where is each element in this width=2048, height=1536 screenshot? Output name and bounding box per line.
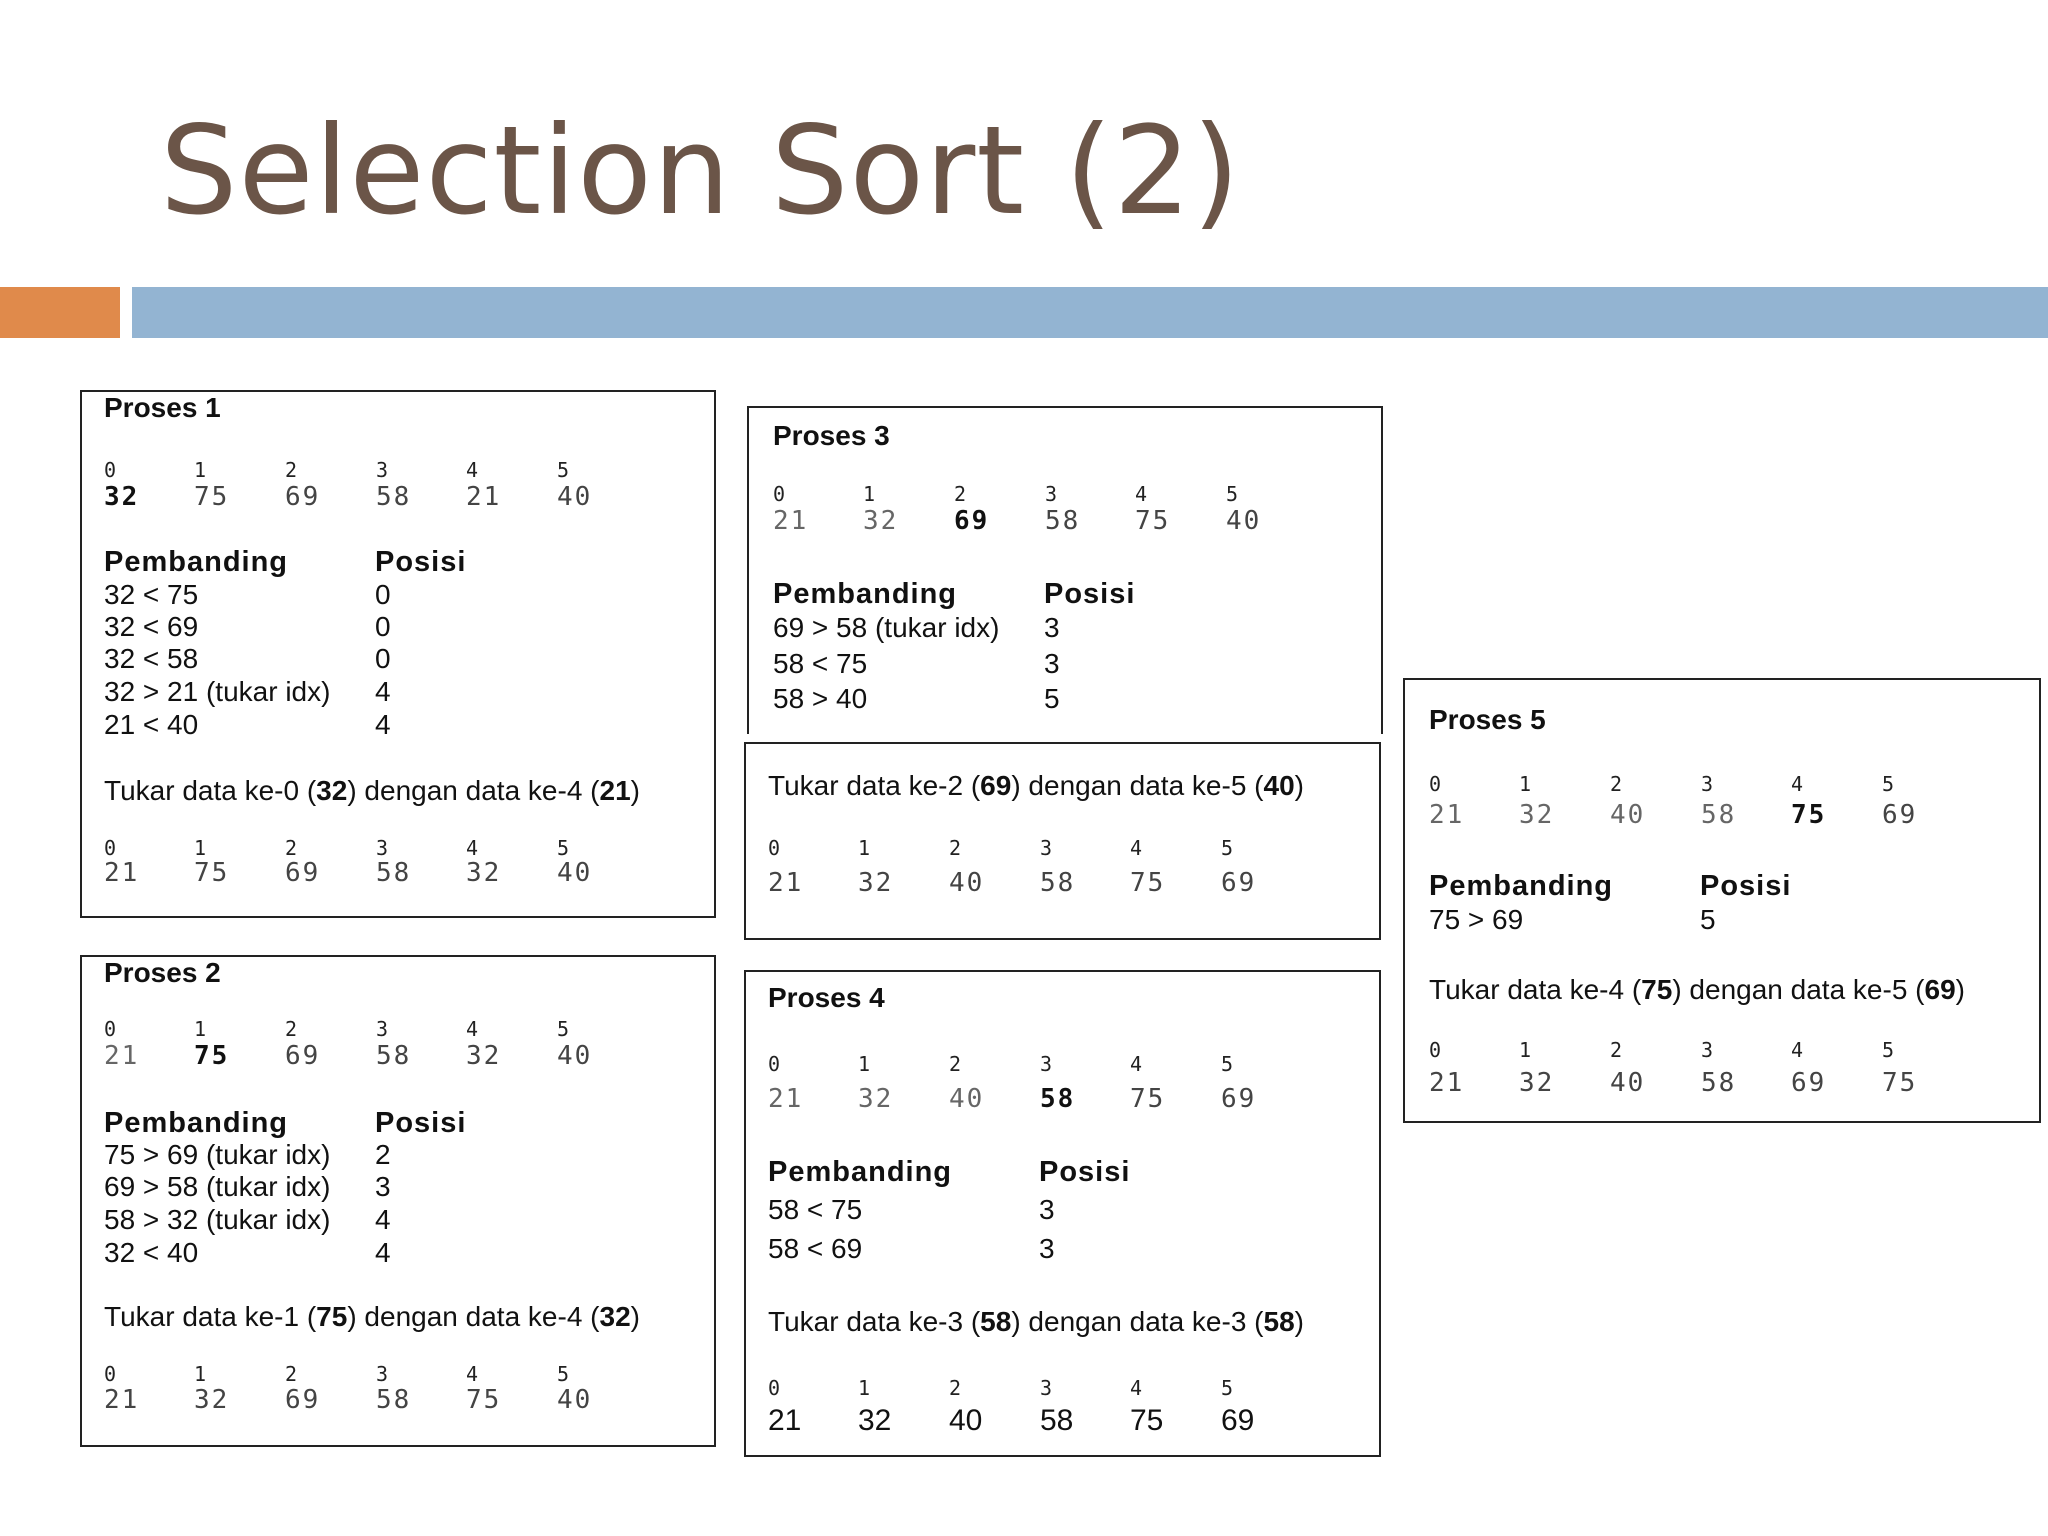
array-cell: 69 <box>1221 1404 1255 1437</box>
index-cell: 0 <box>1429 772 1442 796</box>
swap-description: Tukar data ke-1 (75) dengan data ke-4 (32) <box>104 1301 640 1332</box>
array-cell: 75 <box>1135 506 1171 536</box>
array-cell: 40 <box>1610 1068 1646 1098</box>
index-cell: 0 <box>773 482 786 506</box>
array-cell: 69 <box>1221 1084 1257 1114</box>
index-cell: 2 <box>285 1362 298 1386</box>
index-cell: 4 <box>466 1017 479 1041</box>
array-cell: 58 <box>1045 506 1081 536</box>
comparison: 75 > 69 (tukar idx) <box>104 1139 331 1170</box>
comparison: 58 < 69 <box>768 1233 863 1264</box>
array-cell: 58 <box>1040 1404 1074 1437</box>
index-cell: 2 <box>285 836 298 860</box>
array-cell: 75 <box>1882 1068 1918 1098</box>
array-cell: 32 <box>466 1041 502 1071</box>
index-cell: 2 <box>1610 1038 1623 1062</box>
slide-title: Selection Sort (2) <box>160 100 1241 242</box>
position: 5 <box>1700 904 1716 935</box>
posisi-header: Posisi <box>1700 870 1792 902</box>
position: 4 <box>375 1204 391 1235</box>
array-cell: 21 <box>1429 800 1465 830</box>
position: 0 <box>375 611 391 642</box>
array-cell: 58 <box>376 858 412 888</box>
swap-description: Tukar data ke-2 (69) dengan data ke-5 (40) <box>768 770 1304 801</box>
index-cell: 0 <box>104 458 117 482</box>
array-cell: 32 <box>863 506 899 536</box>
array-cell: 58 <box>376 1041 412 1071</box>
index-cell: 3 <box>1040 836 1053 860</box>
index-cell: 1 <box>194 458 207 482</box>
index-cell: 2 <box>949 836 962 860</box>
array-cell: 58 <box>1040 1084 1076 1114</box>
panel-title: Proses 4 <box>768 982 885 1013</box>
panel-proses-4 <box>744 970 1381 1457</box>
comparison: 58 < 75 <box>773 648 868 679</box>
index-cell: 2 <box>1610 772 1623 796</box>
index-cell: 5 <box>557 1362 570 1386</box>
array-cell: 58 <box>376 1385 412 1415</box>
array-cell: 58 <box>376 482 412 512</box>
panel-proses-3 <box>747 406 1383 734</box>
array-cell: 69 <box>1882 800 1918 830</box>
position: 0 <box>375 579 391 610</box>
posisi-header: Posisi <box>375 546 467 578</box>
index-cell: 3 <box>1701 772 1714 796</box>
index-cell: 1 <box>858 836 871 860</box>
comparison: 69 > 58 (tukar idx) <box>104 1171 331 1202</box>
index-cell: 5 <box>1882 772 1895 796</box>
panel-proses-1 <box>80 390 716 918</box>
index-cell: 2 <box>949 1052 962 1076</box>
array-cell: 40 <box>949 868 985 898</box>
pembanding-header: Pembanding <box>773 578 958 610</box>
array-cell: 40 <box>557 1385 593 1415</box>
panel-title: Proses 2 <box>104 957 221 988</box>
array-cell: 40 <box>557 482 593 512</box>
index-cell: 3 <box>376 836 389 860</box>
array-cell: 58 <box>1701 1068 1737 1098</box>
panel-proses-3-result <box>744 742 1381 940</box>
comparison: 32 < 75 <box>104 579 199 610</box>
index-cell: 3 <box>1701 1038 1714 1062</box>
index-cell: 1 <box>858 1052 871 1076</box>
array-cell: 75 <box>1130 1404 1164 1437</box>
array-cell: 58 <box>1701 800 1737 830</box>
swap-description: Tukar data ke-4 (75) dengan data ke-5 (69) <box>1429 974 1965 1005</box>
panel-proses-2 <box>80 955 716 1447</box>
index-cell: 0 <box>768 836 781 860</box>
array-cell: 32 <box>858 868 894 898</box>
pembanding-header: Pembanding <box>768 1156 953 1188</box>
array-cell: 32 <box>194 1385 230 1415</box>
array-cell: 21 <box>104 1041 140 1071</box>
index-cell: 2 <box>285 1017 298 1041</box>
array-cell: 21 <box>773 506 809 536</box>
array-cell: 75 <box>194 858 230 888</box>
array-cell: 58 <box>1040 868 1076 898</box>
array-cell: 75 <box>1130 1084 1166 1114</box>
index-cell: 3 <box>1040 1376 1053 1400</box>
array-cell: 21 <box>466 482 502 512</box>
array-cell: 75 <box>194 1041 230 1071</box>
index-cell: 3 <box>376 1362 389 1386</box>
position: 5 <box>1044 683 1060 714</box>
index-cell: 4 <box>1791 772 1804 796</box>
index-cell: 1 <box>1519 1038 1532 1062</box>
array-cell: 21 <box>1429 1068 1465 1098</box>
index-cell: 3 <box>1040 1052 1053 1076</box>
position: 4 <box>375 1237 391 1268</box>
comparison: 32 < 58 <box>104 643 199 674</box>
array-cell: 69 <box>285 482 321 512</box>
index-cell: 1 <box>194 836 207 860</box>
index-cell: 5 <box>1221 1052 1234 1076</box>
comparison: 69 > 58 (tukar idx) <box>773 612 1000 643</box>
index-cell: 3 <box>1045 482 1058 506</box>
index-cell: 5 <box>557 458 570 482</box>
array-cell: 69 <box>1791 1068 1827 1098</box>
index-cell: 4 <box>466 836 479 860</box>
comparison: 32 < 40 <box>104 1237 199 1268</box>
index-cell: 1 <box>1519 772 1532 796</box>
index-cell: 5 <box>557 1017 570 1041</box>
index-cell: 5 <box>1882 1038 1895 1062</box>
comparison: 32 > 21 (tukar idx) <box>104 676 331 707</box>
index-cell: 1 <box>863 482 876 506</box>
position: 2 <box>375 1139 391 1170</box>
index-cell: 4 <box>1130 1376 1143 1400</box>
index-cell: 3 <box>376 1017 389 1041</box>
position: 0 <box>375 643 391 674</box>
comparison: 32 < 69 <box>104 611 199 642</box>
index-cell: 0 <box>768 1052 781 1076</box>
array-cell: 40 <box>1226 506 1262 536</box>
index-cell: 4 <box>1130 1052 1143 1076</box>
posisi-header: Posisi <box>375 1107 467 1139</box>
index-cell: 1 <box>858 1376 871 1400</box>
comparison: 58 < 75 <box>768 1194 863 1225</box>
panel-proses-5 <box>1403 678 2041 1123</box>
position: 3 <box>1044 648 1060 679</box>
array-cell: 32 <box>858 1084 894 1114</box>
index-cell: 0 <box>104 836 117 860</box>
array-cell: 32 <box>104 482 140 512</box>
index-cell: 4 <box>466 1362 479 1386</box>
array-cell: 32 <box>466 858 502 888</box>
index-cell: 2 <box>949 1376 962 1400</box>
array-cell: 40 <box>949 1404 983 1437</box>
pembanding-header: Pembanding <box>104 546 289 578</box>
array-cell: 32 <box>1519 800 1555 830</box>
index-cell: 4 <box>466 458 479 482</box>
index-cell: 5 <box>557 836 570 860</box>
posisi-header: Posisi <box>1044 578 1136 610</box>
comparison: 21 < 40 <box>104 709 199 740</box>
array-cell: 40 <box>949 1084 985 1114</box>
array-cell: 32 <box>1519 1068 1555 1098</box>
position: 3 <box>1039 1194 1055 1225</box>
array-cell: 69 <box>285 1385 321 1415</box>
swap-description: Tukar data ke-3 (58) dengan data ke-3 (58) <box>768 1306 1304 1337</box>
pembanding-header: Pembanding <box>1429 870 1614 902</box>
index-cell: 4 <box>1791 1038 1804 1062</box>
index-cell: 5 <box>1221 1376 1234 1400</box>
comparison: 75 > 69 <box>1429 904 1524 935</box>
index-cell: 0 <box>104 1017 117 1041</box>
index-cell: 1 <box>194 1362 207 1386</box>
position: 4 <box>375 709 391 740</box>
array-cell: 75 <box>1791 800 1827 830</box>
index-cell: 2 <box>954 482 967 506</box>
array-cell: 40 <box>557 858 593 888</box>
accent-bar-blue <box>132 287 2048 338</box>
swap-description: Tukar data ke-0 (32) dengan data ke-4 (21) <box>104 775 640 806</box>
index-cell: 4 <box>1130 836 1143 860</box>
comparison: 58 > 32 (tukar idx) <box>104 1204 331 1235</box>
index-cell: 2 <box>285 458 298 482</box>
array-cell: 75 <box>466 1385 502 1415</box>
index-cell: 3 <box>376 458 389 482</box>
array-cell: 21 <box>768 1084 804 1114</box>
accent-bar-orange <box>0 287 120 338</box>
array-cell: 40 <box>557 1041 593 1071</box>
comparison: 58 > 40 <box>773 683 868 714</box>
array-cell: 69 <box>1221 868 1257 898</box>
index-cell: 0 <box>768 1376 781 1400</box>
panel-title: Proses 1 <box>104 392 221 423</box>
array-cell: 69 <box>285 1041 321 1071</box>
index-cell: 0 <box>1429 1038 1442 1062</box>
array-cell: 21 <box>768 868 804 898</box>
index-cell: 0 <box>104 1362 117 1386</box>
array-cell: 69 <box>285 858 321 888</box>
posisi-header: Posisi <box>1039 1156 1131 1188</box>
panel-title: Proses 3 <box>773 420 890 451</box>
position: 4 <box>375 676 391 707</box>
array-cell: 21 <box>104 858 140 888</box>
array-cell: 21 <box>768 1404 802 1437</box>
panel-title: Proses 5 <box>1429 704 1546 735</box>
array-cell: 75 <box>1130 868 1166 898</box>
position: 3 <box>1044 612 1060 643</box>
array-cell: 21 <box>104 1385 140 1415</box>
position: 3 <box>375 1171 391 1202</box>
pembanding-header: Pembanding <box>104 1107 289 1139</box>
index-cell: 5 <box>1226 482 1239 506</box>
position: 3 <box>1039 1233 1055 1264</box>
array-cell: 69 <box>954 506 990 536</box>
index-cell: 1 <box>194 1017 207 1041</box>
index-cell: 5 <box>1221 836 1234 860</box>
array-cell: 40 <box>1610 800 1646 830</box>
array-cell: 75 <box>194 482 230 512</box>
array-cell: 32 <box>858 1404 892 1437</box>
index-cell: 4 <box>1135 482 1148 506</box>
